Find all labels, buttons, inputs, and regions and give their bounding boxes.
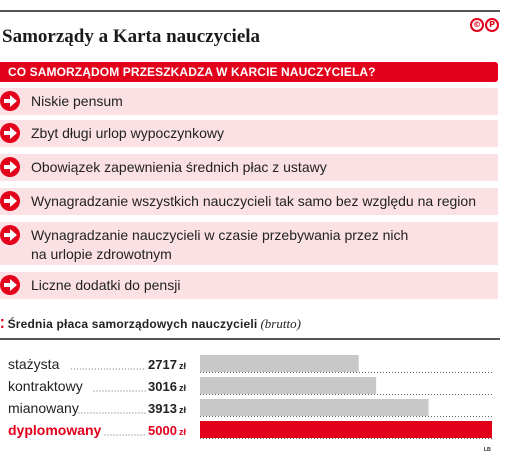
heading-dots-icon: ⁚ xyxy=(0,317,5,331)
unit-label: zł xyxy=(179,427,187,437)
category-label: stażysta xyxy=(8,356,60,372)
value-label: 2717 xyxy=(148,357,177,372)
chart-heading-sub: (brutto) xyxy=(260,316,301,331)
unit-label: zł xyxy=(179,405,187,415)
page-title: Samorządy a Karta nauczyciela xyxy=(2,26,261,47)
copyright-c-icon: © xyxy=(470,18,484,32)
reason-line-1: Niskie pensum xyxy=(31,93,123,109)
arrow-circle-icon xyxy=(0,90,22,112)
category-label: mianowany xyxy=(8,400,79,416)
reason-line-1: Wynagradzanie nauczycieli w czasie przebywania przez nich xyxy=(31,227,409,243)
category-label: dyplomowany xyxy=(8,422,102,438)
reason-text xyxy=(31,92,123,111)
category-label: kontraktowy xyxy=(8,378,83,394)
reason-item xyxy=(0,188,498,215)
arrow-circle-icon xyxy=(0,190,22,212)
unit-label: zł xyxy=(179,361,187,371)
footer-mark: ᴸᴮ xyxy=(484,446,491,455)
value-label: 5000 xyxy=(148,423,177,438)
reason-text xyxy=(31,276,180,295)
reason-line-1: Zbyt długi urlop wypoczynkowy xyxy=(31,125,224,141)
copyright-icon xyxy=(470,14,502,28)
arrow-circle-icon xyxy=(0,224,22,246)
copyright-p-icon: P xyxy=(485,18,499,32)
reason-item xyxy=(0,120,498,147)
reason-line-2: na urlopie zdrowotnym xyxy=(31,246,172,262)
reason-item xyxy=(0,154,498,181)
question-header: CO SAMORZĄDOM PRZESZKADZA W KARCIE NAUCZYCIELA? xyxy=(0,62,498,82)
arrow-circle-icon xyxy=(0,156,22,178)
salary-bar-chart xyxy=(0,350,500,450)
reason-line-1: Wynagradzanie wszystkich nauczycieli tak samo bez względu na region xyxy=(31,193,476,209)
bar xyxy=(200,399,429,416)
reason-line-1: Liczne dodatki do pensji xyxy=(31,277,181,293)
bar xyxy=(200,377,376,394)
chart-rule xyxy=(0,338,500,340)
arrow-circle-icon xyxy=(0,122,22,144)
bar xyxy=(200,355,359,372)
chart-heading-main: Średnia płaca samorządowych nauczycieli xyxy=(7,317,258,331)
value-label: 3016 xyxy=(148,379,177,394)
chart-heading xyxy=(0,316,301,332)
reason-item xyxy=(0,222,498,265)
unit-label: zł xyxy=(179,383,187,393)
reason-text xyxy=(31,226,408,264)
reason-text xyxy=(31,158,327,177)
reason-text xyxy=(31,124,224,143)
reason-text xyxy=(31,192,476,211)
reason-item xyxy=(0,88,498,115)
reason-line-1: Obowiązek zapewnienia średnich płac z ustawy xyxy=(31,159,327,175)
bar xyxy=(200,421,492,438)
top-rule xyxy=(0,10,500,12)
reason-item xyxy=(0,272,498,299)
value-label: 3913 xyxy=(148,401,177,416)
arrow-circle-icon xyxy=(0,274,22,296)
